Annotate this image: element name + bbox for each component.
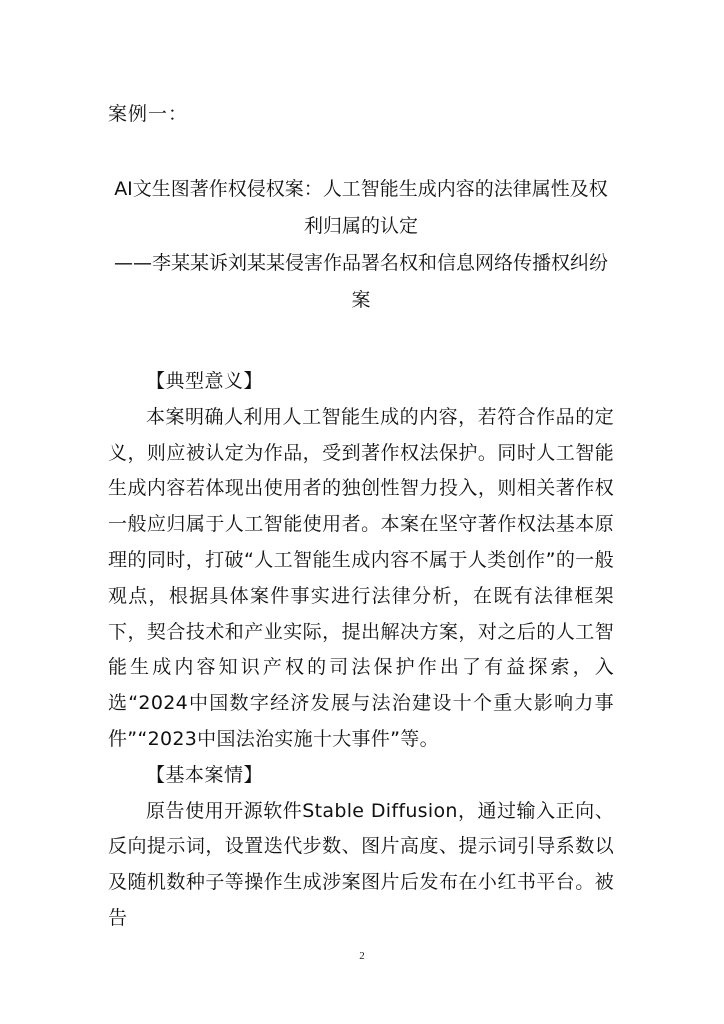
significance-paragraph: 本案明确人利用人工智能生成的内容，若符合作品的定义，则应被认定为作品，受到著作权法保护。同时人工智能生成内容若体现出使用者的独创性智力投入，则相关著作权一般应归属于人工智能使用者。本案在坚守著作权法基本原理的同时，打破“人工智能生成内容不属于人类创作”的一般观点，根据具体案件事实进行法律分析，在既有法律框架下，契合技术和产业实际，提出解决方案，对之后的人工智能生成内容知识产权的司法保护作出了有益探索，入选“2024中国数字经济发展与法治建设十个重大影响力事件”“2023中国法治实施十大事件”等。	[108, 405, 614, 750]
case-title: AI文生图著作权侵权案：人工智能生成内容的法律属性及权利归属的认定	[114, 178, 608, 237]
case-subtitle: ——李某某诉刘某某侵害作品署名权和信息网络传播权纠纷案	[113, 252, 608, 311]
case-title-block	[108, 171, 614, 319]
page-number: 2	[359, 950, 365, 962]
significance-heading: 【典型意义】	[146, 370, 264, 392]
facts-heading: 【基本案情】	[146, 763, 264, 786]
facts-paragraph: 原告使用开源软件Stable Diffusion，通过输入正向、反向提示词，设置迭代步数、图片高度、提示词引导系数以及随机数种子等操作生成涉案图片后发布在小红书平台。被告	[108, 799, 614, 929]
document-body	[108, 364, 614, 937]
case-label: 案例一：	[108, 103, 189, 125]
